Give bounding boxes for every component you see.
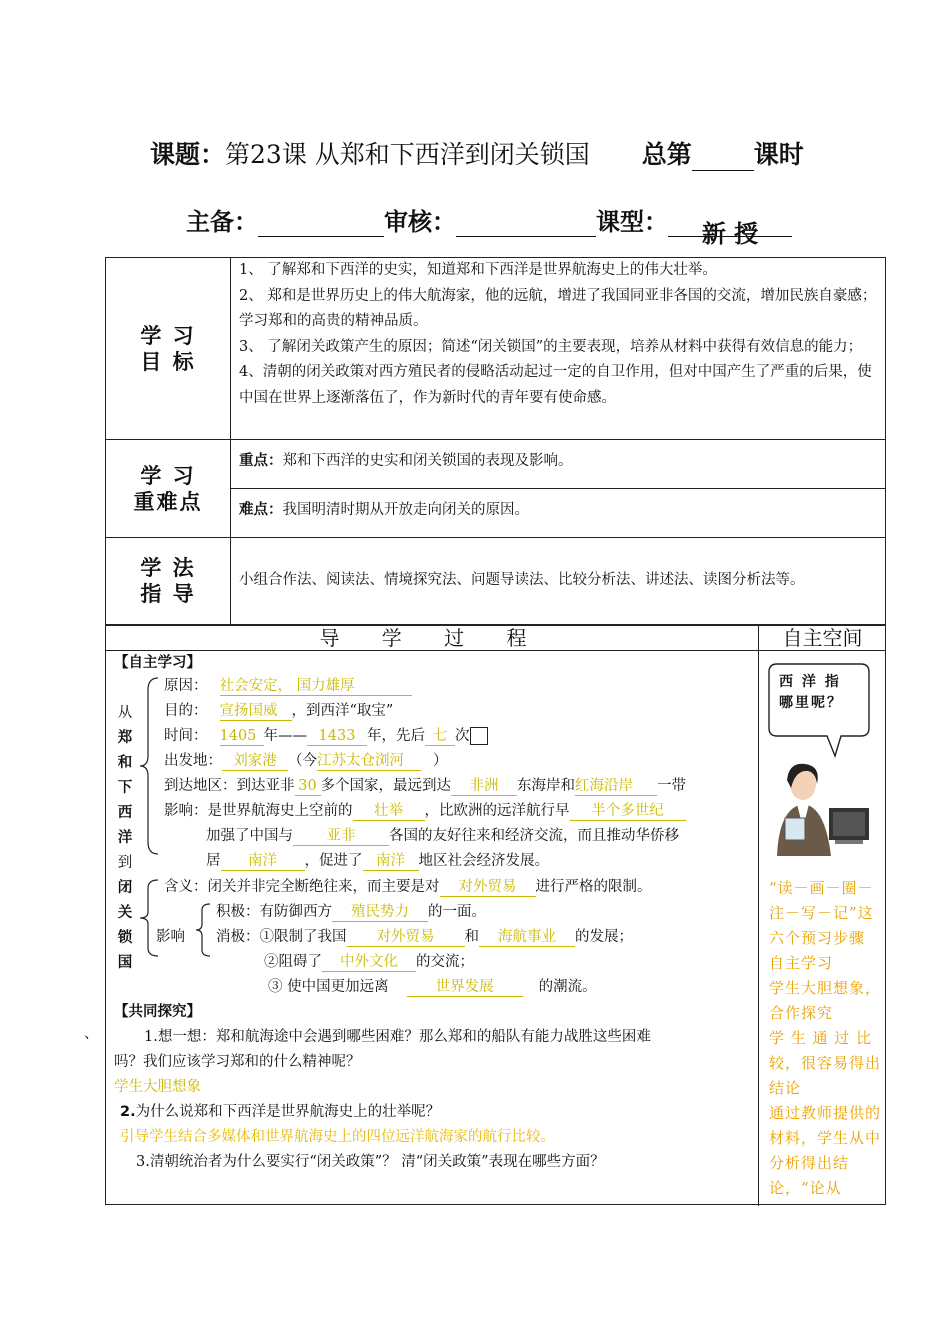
start-row: 出发地： 刘家港 （今江苏太仓浏河 ） [164,753,448,769]
sidebar-note-1: “读－画－圈－注－写－记”这六个预习步骤 [769,879,874,947]
speech-bubble-text: 西 洋 指 哪里呢？ [779,674,843,711]
effect-label: 影响 [156,929,185,945]
sidebar-note-5: 通过教师提供的材料，学生从中分析得出结论，“论从 [769,1104,882,1197]
negative-row-2: ②阻碍了 中外文化 的交流； [264,954,474,970]
objectives-label: 学 习 目 标 [106,258,231,440]
vchar: 到 [117,855,133,871]
checkbox[interactable] [470,727,488,745]
brace-zheng-he [138,676,162,856]
sidebar-note-4: 学 生 通 过 比较，很容易得出结论 [769,1029,882,1097]
vchar: 锁 [117,929,133,946]
meaning-row: 含义：闭关并非完全断绝往来，而主要是对 对外贸易 进行严格的限制。 [164,879,652,895]
question-1b: 吗？我们应该学习郑和的什么精神呢？ [114,1054,361,1070]
vchar: 关 [117,904,133,921]
focus-row: 重点：郑和下西洋的史实和闭关锁国的表现及影响。 [231,440,886,489]
lesson-type-value: 新 授 [668,214,792,237]
methods-label: 学 法 指 导 [106,538,231,625]
sidebar-note-2: 自主学习 [769,954,834,972]
impact-row: 影响：是世界航海史上空前的 壮举 ，比欧洲的远洋航行早 半个多世纪 [164,800,686,822]
methods-content: 小组合作法、阅读法、情境探究法、问题导读法、比较分析法、讲述法、读图分析法等。 [231,538,886,625]
time-row: 时间： 1405 年—— 1433 年，先后 七 次 [164,725,488,747]
stray-mark: 、 [84,1026,99,1042]
vchar: 国 [117,954,133,971]
vchar: 从 [117,705,133,721]
vchar: 洋 [117,829,133,846]
impact-row-2: 加强了中国与 亚非 各国的友好往来和经济交流，而且推动华侨移 [206,828,679,844]
reach-row: 到达地区：到达亚非 30 多个国家，最远到达 非洲 东海岸和红海沿岸 一带 [164,778,686,794]
question-2: 2.为什么说郑和下西洋是世界航海史上的壮举呢？ [120,1104,441,1120]
preparer-line: 主备： 审核： 课型： 新 授 [186,202,792,237]
negative-row-3: ③ 使中国更加远离 世界发展 的潮流。 [268,979,597,995]
preparer-blank[interactable] [258,214,384,237]
vchar: 下 [117,779,133,796]
self-study-heading: 【自主学习】 [114,655,201,671]
question-3: 3.清朝统治者为什么要实行“闭关政策”？ 清“闭关政策”表现在哪些方面？ [136,1154,605,1170]
vchar: 和 [117,754,133,771]
impact-row-3: 居 南洋 ，促进了 南洋 地区社会经济发展。 [206,853,549,869]
process-section [84,625,886,1205]
reviewer-blank[interactable] [456,214,596,237]
positive-row: 积极：有防御西方 殖民势力 的一面。 [216,904,486,920]
purpose-row: 目的： 宣扬国威 ，到西洋“取宝” [164,703,394,719]
difficulty-row: 难点：我国明清时期从开放走向闭关的原因。 [231,489,886,538]
vchar: 西 [117,804,133,821]
sidebar-heading: 自主空间 [758,626,886,650]
lesson-plan-table [105,257,886,625]
objectives-content: 1、 了解郑和下西洋的史实，知道郑和下西洋是世界航海史上的伟大壮举。 2、 郑和是世界历史上的伟大航海家，他的远航，增进了我国同亚非各国的交流，增加民族自豪感；学习郑和的高贵的精神品质。 3、 了解闭关政策产生的原因；简述“闭关锁国”的主要表现，培养从材料中获得有效信息的能力； 4、清朝的闭关政策对西方殖民者的侵略活动起过一定的自卫作用，但对中国产生了严重的后果，使中国在世界上逐渐落伍了，作为新时代的青年要有使命感。 [231,258,886,440]
vchar: 闭 [117,879,133,896]
question-1: 1.想一想：郑和航海途中会遇到哪些困难？那么郑和的船队有能力战胜这些困难 [144,1029,651,1045]
explore-heading: 【共同探究】 [114,1004,201,1020]
answer-2: 引导学生结合多媒体和世界航海史上的四位远洋航海家的航行比较。 [120,1129,555,1145]
brace-effect [194,902,214,958]
process-heading: 导 学 过 程 [319,626,545,650]
total-period-blank[interactable] [692,148,754,171]
reason-row: 原因： 社会安定， 国力雄厚 [164,675,412,697]
negative-row: 消极：①限制了我国 对外贸易 和 海航事业 的发展； [216,929,633,945]
sidebar-note-3: 学生大胆想象，合作探究 [769,979,882,1022]
key-points-label: 学 习 重难点 [106,440,231,538]
answer-1: 学生大胆想象 [114,1079,201,1095]
lesson-title: 课题：第23课 从郑和下西洋到闭关锁国 总第 课时 [150,140,804,169]
vchar: 郑 [117,729,133,746]
